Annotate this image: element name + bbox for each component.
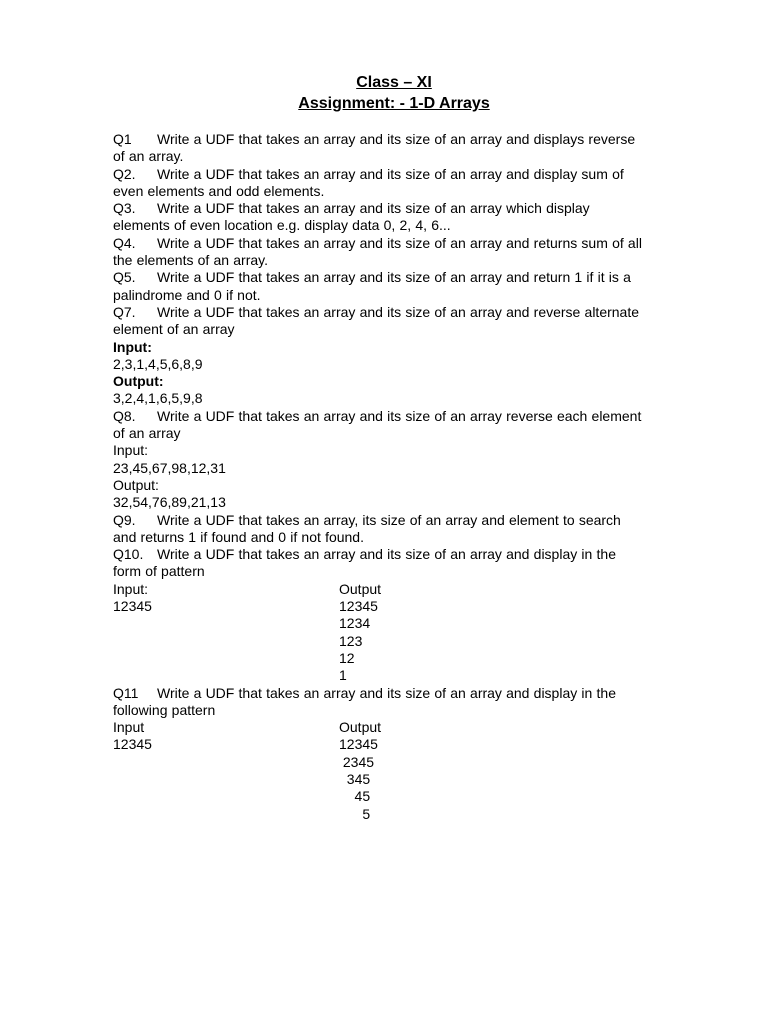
question-number: Q9. [113,511,136,528]
question-number: Q8. [113,407,136,424]
question-q4 [113,235,678,252]
question-q11 [113,685,678,702]
q7-output-label: Output: [113,373,164,390]
q10-pattern-row [113,667,678,684]
q10-output-row: 1234 [339,615,371,632]
q11-output-row: 5 [339,805,371,822]
question-q11-continuation: following pattern [113,701,216,718]
q10-input-value: 12345 [113,598,152,615]
question-q7-continuation: element of an array [113,321,235,338]
q11-output-row: 45 [339,788,371,805]
question-number: Q11 [113,684,139,701]
question-text: Write a UDF that takes an array and its size of an array reverse each element [157,407,642,424]
q10-output-row: 12345 [339,598,378,615]
question-q8 [113,408,678,425]
question-q5 [113,269,678,286]
question-q9 [113,512,678,529]
question-text: Write a UDF that takes an array and its size of an array and display in the [157,546,616,563]
q10-output-row: 12 [339,649,355,666]
q10-output-label: Output [339,580,382,597]
q11-pattern-row [113,754,678,771]
q8-input-value: 23,45,67,98,12,31 [113,459,226,476]
question-text: Write a UDF that takes an array and its size of an array and display sum of [157,165,624,182]
question-number: Q1 [113,131,132,147]
q7-input-value: 2,3,1,4,5,6,8,9 [113,355,203,372]
question-q1-continuation: of an array. [113,148,184,165]
q7-input-label: Input: [113,338,152,355]
q10-input-label: Input: [113,580,149,597]
question-number: Q4. [113,234,136,251]
question-q3 [113,200,678,217]
question-number: Q10. [113,546,144,563]
question-text: Write a UDF that takes an array and its size of an array which display [157,200,590,217]
q11-pattern-row [113,736,678,753]
assignment-body [113,131,678,823]
question-q3-continuation: elements of even location e.g. display data 0, 2, 4, 6... [113,217,451,234]
q11-output-label: Output [339,719,382,736]
question-number: Q7. [113,303,136,320]
q11-input-value: 12345 [113,736,152,753]
question-q2 [113,166,678,183]
question-q7 [113,304,678,321]
q8-output-value: 32,54,76,89,21,13 [113,494,226,511]
question-q2-continuation: even elements and odd elements. [113,182,325,199]
question-q5-continuation: palindrome and 0 if not. [113,286,261,303]
question-q9-continuation: and returns 1 if found and 0 if not found. [113,528,364,545]
q7-output-value: 3,2,4,1,6,5,9,8 [113,390,203,407]
q11-pattern-row [113,771,678,788]
question-text: Write a UDF that takes an array and its size of an array and returns sum of all [157,234,642,251]
question-text: Write a UDF that takes an array and its size of an array and displays reverse [157,131,636,147]
q11-pattern-row [113,788,678,805]
q10-output-row: 123 [339,632,363,649]
q8-output-label: Output: [113,476,159,493]
q10-pattern-row [113,633,678,650]
question-q1 [113,131,678,148]
question-q10-continuation: form of pattern [113,563,205,580]
question-number: Q2. [113,165,136,182]
q10-pattern-row [113,615,678,632]
question-text: Write a UDF that takes an array and its size of an array and return 1 if it is a [157,269,631,286]
q10-output-row: 1 [339,667,347,684]
q10-pattern-row [113,598,678,615]
question-number: Q3. [113,200,136,217]
q11-output-row: 2345 [339,753,375,770]
q10-pattern-header [113,581,678,598]
question-q8-continuation: of an array [113,425,181,442]
question-text: Write a UDF that takes an array and its size of an array and display in the [157,684,616,701]
question-q4-continuation: the elements of an array. [113,252,269,269]
document-title: Class – XI [356,74,432,91]
q10-pattern-row [113,650,678,667]
q11-pattern-header [113,719,678,736]
q11-output-row: 12345 [339,736,378,753]
q11-input-label: Input [113,719,145,736]
question-text: Write a UDF that takes an array and its size of an array and reverse alternate [157,303,640,320]
question-text: Write a UDF that takes an array, its size of an array and element to search [157,511,621,528]
q11-output-row: 345 [339,770,371,787]
document-subtitle: Assignment: - 1-D Arrays [298,95,490,112]
q11-pattern-row [113,806,678,823]
q8-input-label: Input: [113,442,149,459]
question-number: Q5. [113,269,136,286]
question-q10 [113,546,678,563]
